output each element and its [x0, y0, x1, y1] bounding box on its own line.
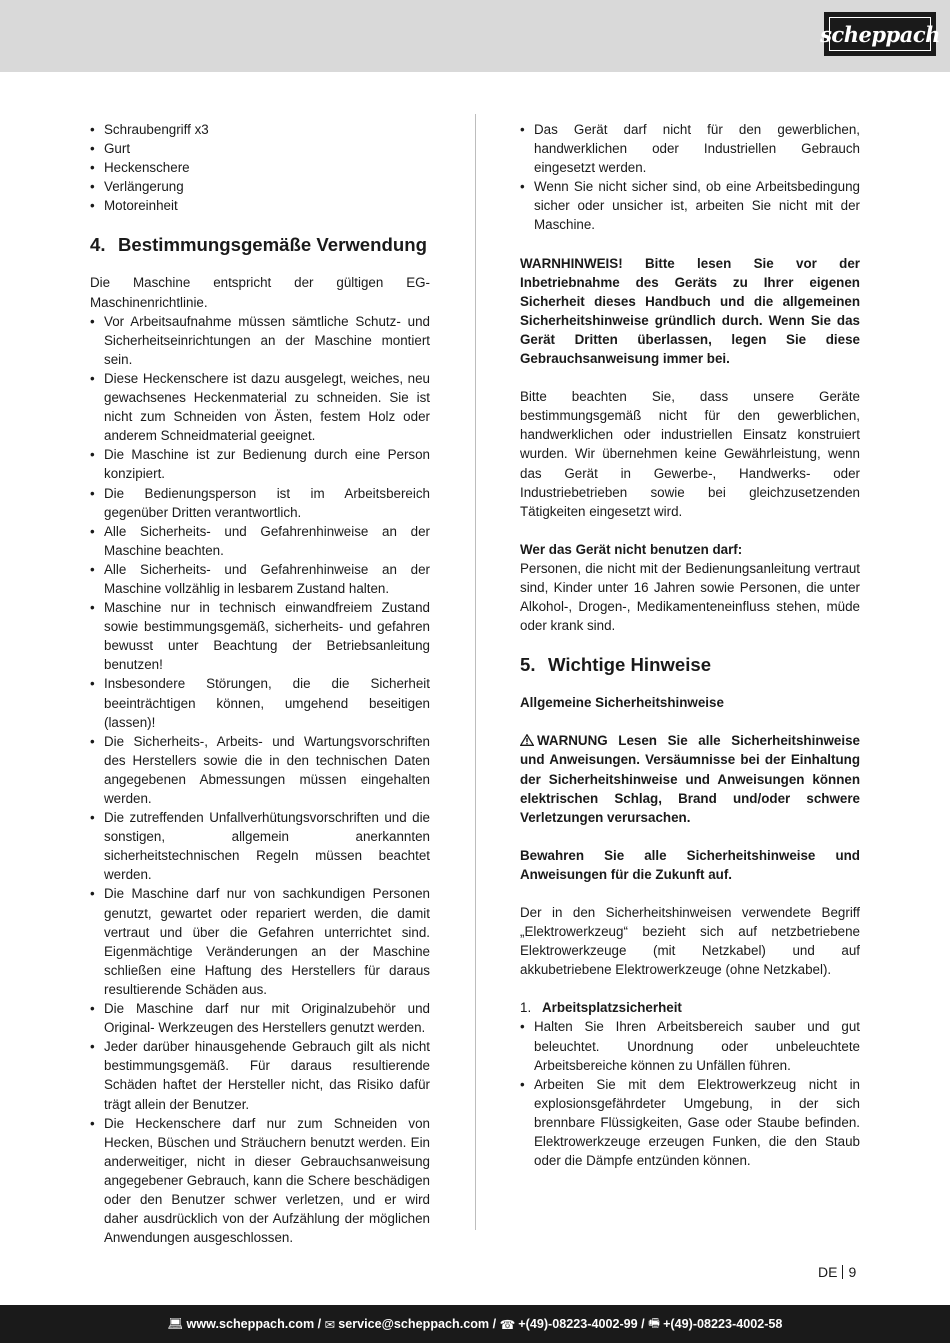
who-title: Wer das Gerät nicht benutzen darf: [520, 541, 743, 557]
page-footer [0, 1305, 950, 1343]
list-item: • Die Bedienungsperson ist im Arbeitsbereich gegenüber Dritten verantwortlich. [90, 484, 430, 522]
intro-paragraph: Die Maschine entspricht der gültigen EG-Maschinenrichtlinie. [90, 275, 430, 310]
subsection-title: Arbeitsplatzsicherheit [542, 1000, 682, 1016]
footer-email[interactable]: service@scheppach.com / [338, 1317, 497, 1331]
footer-fax: +(49)-08223-4002-58 [663, 1317, 783, 1331]
keep-instructions-paragraph: Bewahren Sie alle Sicherheitshinweise und Anweisungen für die Zukunft auf. [520, 847, 860, 882]
list-item: • Insbesondere Störungen, die die Sicherheit beeinträchtigen können, umgehend beseitigen (lassen)! [90, 674, 430, 731]
column-divider [475, 114, 476, 1230]
list-item: • Die Maschine ist zur Bedienung durch eine Person konzipiert. [90, 445, 430, 483]
page-language: DE [818, 1264, 838, 1280]
scheppach-logo [820, 12, 940, 56]
list-item: • Die Maschine darf nur von sachkundigen Personen genutzt, gewartet oder repariert werden, die damit vertraut und über die Gefahren unterrichtet sind. Eigenmächtige Veränderungen an der Maschine schließen eine Haftung des Herstellers für daraus resultierende Schäden aus. [90, 884, 430, 999]
mail-icon: ✉︎ [324, 1317, 336, 1332]
list-item: • Maschine nur in technisch einwandfreiem Zustand sowie bestimmungsgemäß, sicherheits- und gefahren bewusst unter Beachtung der Betriebsanleitung benutzen! [90, 598, 430, 674]
list-item: • Motoreinheit [90, 196, 430, 215]
warnung-paragraph [520, 731, 860, 826]
right-column [520, 120, 860, 1170]
list-item: • Die Sicherheits-, Arbeits- und Wartungsvorschriften des Herstellers sowie die in den technischen Daten angegebenen Abmessungen müssen eingehalten werden. [90, 732, 430, 808]
section-5-heading [520, 653, 860, 677]
computer-icon: 💻︎ [167, 1316, 184, 1331]
page-header [0, 0, 950, 72]
list-item: • Heckenschere [90, 158, 430, 177]
list-item: • Halten Sie Ihren Arbeitsbereich sauber und gut beleuchtet. Unordnung oder unbeleuchtete Arbeitsbereiche können zu Unfällen führen. [520, 1017, 860, 1074]
restriction-list [520, 120, 860, 235]
footer-phone: +(49)-08223-4002-99 / [518, 1317, 645, 1331]
page-number-value: 9 [848, 1264, 857, 1280]
subsection-number: 1. [520, 1000, 532, 1016]
general-safety-title: Allgemeine Sicherheitshinweise [520, 695, 724, 711]
workplace-safety-list [520, 1017, 860, 1170]
usage-list [90, 312, 430, 1248]
logo-text: scheppach [820, 21, 940, 47]
list-item: • Die zutreffenden Unfallverhütungsvorschriften und die sonstigen, allgemein anerkannten sicherheitstechnischen Regeln müssen beachtet werden. [90, 808, 430, 884]
list-item: • Wenn Sie nicht sicher sind, ob eine Arbeitsbedingung sicher oder unsicher ist, arbeiten Sie nicht mit der Maschine. [520, 177, 860, 234]
list-item: • Die Maschine darf nur mit Originalzubehör und Original- Werkzeugen des Herstellers genutzt werden. [90, 999, 430, 1037]
warnung-text: WARNUNG Lesen Sie alle Sicherheitshinweise und Anweisungen. Versäumnisse bei der Einhaltung der Sicherheitshinweise und Anweisungen können elektrischen Schlag, Brand und/oder schwere Verletzungen verursachen. [520, 733, 860, 825]
section-number: 4. [90, 234, 106, 256]
list-item: • Alle Sicherheits- und Gefahrenhinweise an der Maschine vollzählig in lesbarem Zustand halten. [90, 560, 430, 598]
list-item: • Die Heckenschere darf nur zum Schneiden von Hecken, Büschen und Sträuchern benutzt werden. Ein anderweitiger, nicht in dieser Gebrauchsanweisung angegebener Gebrauch, kann die Schere beschädigen oder den Benutzer schwer verletzen, und er wird daher ausdrücklich von der Aufzählung der möglichen Anwendungen ausgeschlossen. [90, 1114, 430, 1248]
footer-website[interactable]: www.scheppach.com / [186, 1317, 322, 1331]
list-item: • Jeder darüber hinausgehende Gebrauch gilt als nicht bestimmungsgemäß. Für daraus resultierende Schäden haftet der Hersteller nicht, das Risiko dafür trägt allein der Benutzer. [90, 1037, 430, 1113]
list-item: • Das Gerät darf nicht für den gewerblichen, handwerklichen oder Industriellen Gebrauch eingesetzt werden. [520, 120, 860, 177]
who-paragraph: Personen, die nicht mit der Bedienungsanleitung vertraut sind, Kinder unter 16 Jahren sowie Personen, die unter Alkohol-, Drogen-, Medikamenteneinfluss stehen, müde oder krank sind. [520, 560, 860, 634]
list-item: • Verlängerung [90, 177, 430, 196]
fax-icon: 🖷︎ [648, 1315, 661, 1330]
list-item: • Vor Arbeitsaufnahme müssen sämtliche Schutz- und Sicherheitseinrichtungen an der Maschine montiert sein. [90, 312, 430, 369]
left-column [90, 120, 430, 1247]
list-item: • Alle Sicherheits- und Gefahrenhinweise an der Maschine beachten. [90, 522, 430, 560]
list-item: • Arbeiten Sie mit dem Elektrowerkzeug nicht in explosionsgefährdeter Umgebung, in der sich brennbare Flüssigkeiten, Gase oder Staube befinden. Elektrowerkzeuge erzeugen Funken, die den Staub oder die Dämpfe entzünden können. [520, 1075, 860, 1170]
warnhinweis-paragraph: WARNHINWEIS! Bitte lesen Sie vor der Inbetriebnahme des Geräts zu Ihrer eigenen Sicherheit dieses Handbuch und die allgemeinen Sicherheitshinweise gründlich durch. Wenn Sie das Gerät Dritten überlassen, legen Sie diese Gebrauchsanweisung immer bei. [520, 255, 860, 367]
section-number: 5. [520, 654, 536, 676]
section-4-heading [90, 233, 430, 257]
section-title: Bestimmungsgemäße Verwendung [118, 234, 427, 256]
warning-triangle-icon [520, 734, 534, 746]
page-number [818, 1264, 856, 1280]
phone-icon: ☎︎ [499, 1317, 516, 1332]
list-item: • Diese Heckenschere ist dazu ausgelegt, weiches, neu gewachsenes Heckenmaterial zu schneiden. Sie ist nicht zum Schneiden von Ästen, festem Holz oder anderem Schneidmaterial geeignet. [90, 369, 430, 445]
notice-paragraph: Bitte beachten Sie, dass unsere Geräte bestimmungsgemäß nicht für den gewerblichen, handwerklichen oder industriellen Einsatz konstruiert wurden. Wir übernehmen keine Gewährleistung, wenn das Gerät in Gewerbe-, Handwerks- oder Industriebetrieben sowie bei gleichzusetzenden Tätigkeiten eingesetzt wird. [520, 389, 860, 519]
term-paragraph: Der in den Sicherheitshinweisen verwendete Begriff „Elektrowerkzeug“ bezieht sich auf netzbetriebene Elektrowerkzeuge (mit Netzkabel) und auf akkubetriebene Elektrowerkzeuge (ohne Netzkabel). [520, 905, 860, 978]
section-title: Wichtige Hinweise [548, 654, 712, 676]
subsection-1-heading [520, 998, 860, 1017]
list-item: • Schraubengriff x3 [90, 120, 430, 139]
list-item: • Gurt [90, 139, 430, 158]
parts-list [90, 120, 430, 215]
